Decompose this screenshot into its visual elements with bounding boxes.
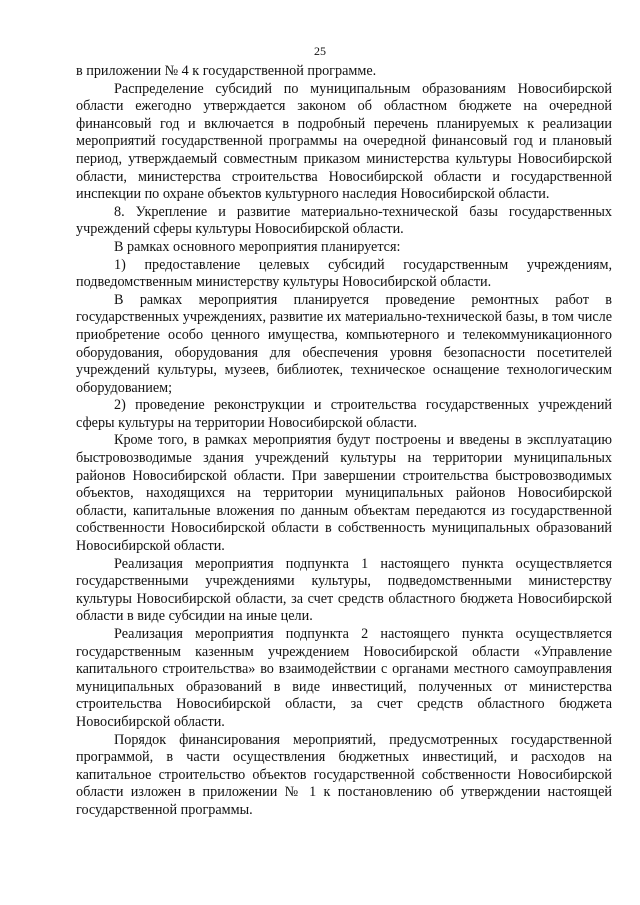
paragraph-financing-procedure: Порядок финансирования мероприятий, предусмотренных государственной программой, в части осуществления бюджетных инвестиций, и расходов на капитальное строительство объектов государственной собственности Новосибирской области изложен в приложении № 1 к постановлению об утверждении настоящей государственной программы. <box>76 731 612 818</box>
paragraph-prefab-buildings: Кроме того, в рамках мероприятия будут построены и введены в эксплуатацию быстровозводимые здания учреждений культуры на территории муниципальных районов Новосибирской области. При завершении строительства быстровозводимых объектов, находящихся на территории муниципальных районов Новосибирской области, капитальные вложения по данным объектам передаются из государственной собственности Новосибирской области в собственность муниципальных образований Новосибирской области. <box>76 432 612 555</box>
page-number: 25 <box>314 44 326 58</box>
document-body <box>76 63 612 820</box>
paragraph-repair-works: В рамках мероприятия планируется проведение ремонтных работ в государственных учреждениях, развитие их материально-технической базы, в том числе приобретение особо ценного имущества, компьютерного и телекоммуникационного оборудования, оборудования для обеспечения уровня безопасности посетителей учреждений культуры, музеев, библиотек, техническое оснащение технологическим оборудованием; <box>76 291 612 396</box>
paragraph-subsidy-distribution: Распределение субсидий по муниципальным образованиям Новосибирской области ежегодно утверждается законом об областном бюджете на очередной финансовый год и включается в подробный перечень планируемых к реализации мероприятий государственной программы на очередной финансовый год и плановый период, утверждаемый совместным приказом министерства культуры Новосибирской области, министерства строительства Новосибирской области и государственной инспекции по охране объектов культурного наследия Новосибирской области. <box>76 80 612 203</box>
paragraph-subitem-1-implementation: Реализация мероприятия подпункта 1 настоящего пункта осуществляется государственными учреждениями культуры, подведомственными министерству культуры Новосибирской области, за счет средств областного бюджета Новосибирской области в виде субсидии на иные цели. <box>76 555 612 625</box>
paragraph-item-2: 2) проведение реконструкции и строительства государственных учреждений сферы культуры на территории Новосибирской области. <box>76 397 612 431</box>
paragraph-subitem-2-implementation: Реализация мероприятия подпункта 2 настоящего пункта осуществляется государственным казенным учреждением Новосибирской области «Управление капитального строительства» во взаимодействии с органами местного самоуправления муниципальных образований в виде инвестиций, полученных от министерства строительства Новосибирской области, за счет средств областного бюджета Новосибирской области. <box>76 626 612 730</box>
paragraph-continuation: в приложении № 4 к государственной программе. <box>76 63 377 79</box>
paragraph-planned-intro: В рамках основного мероприятия планируется: <box>114 238 401 255</box>
paragraph-item-1: 1) предоставление целевых субсидий государственным учреждениям, подведомственным министерству культуры Новосибирской области. <box>76 256 612 291</box>
paragraph-section-8-heading: 8. Укрепление и развитие материально-технической базы государственных учреждений сферы культуры Новосибирской области. <box>76 203 612 238</box>
